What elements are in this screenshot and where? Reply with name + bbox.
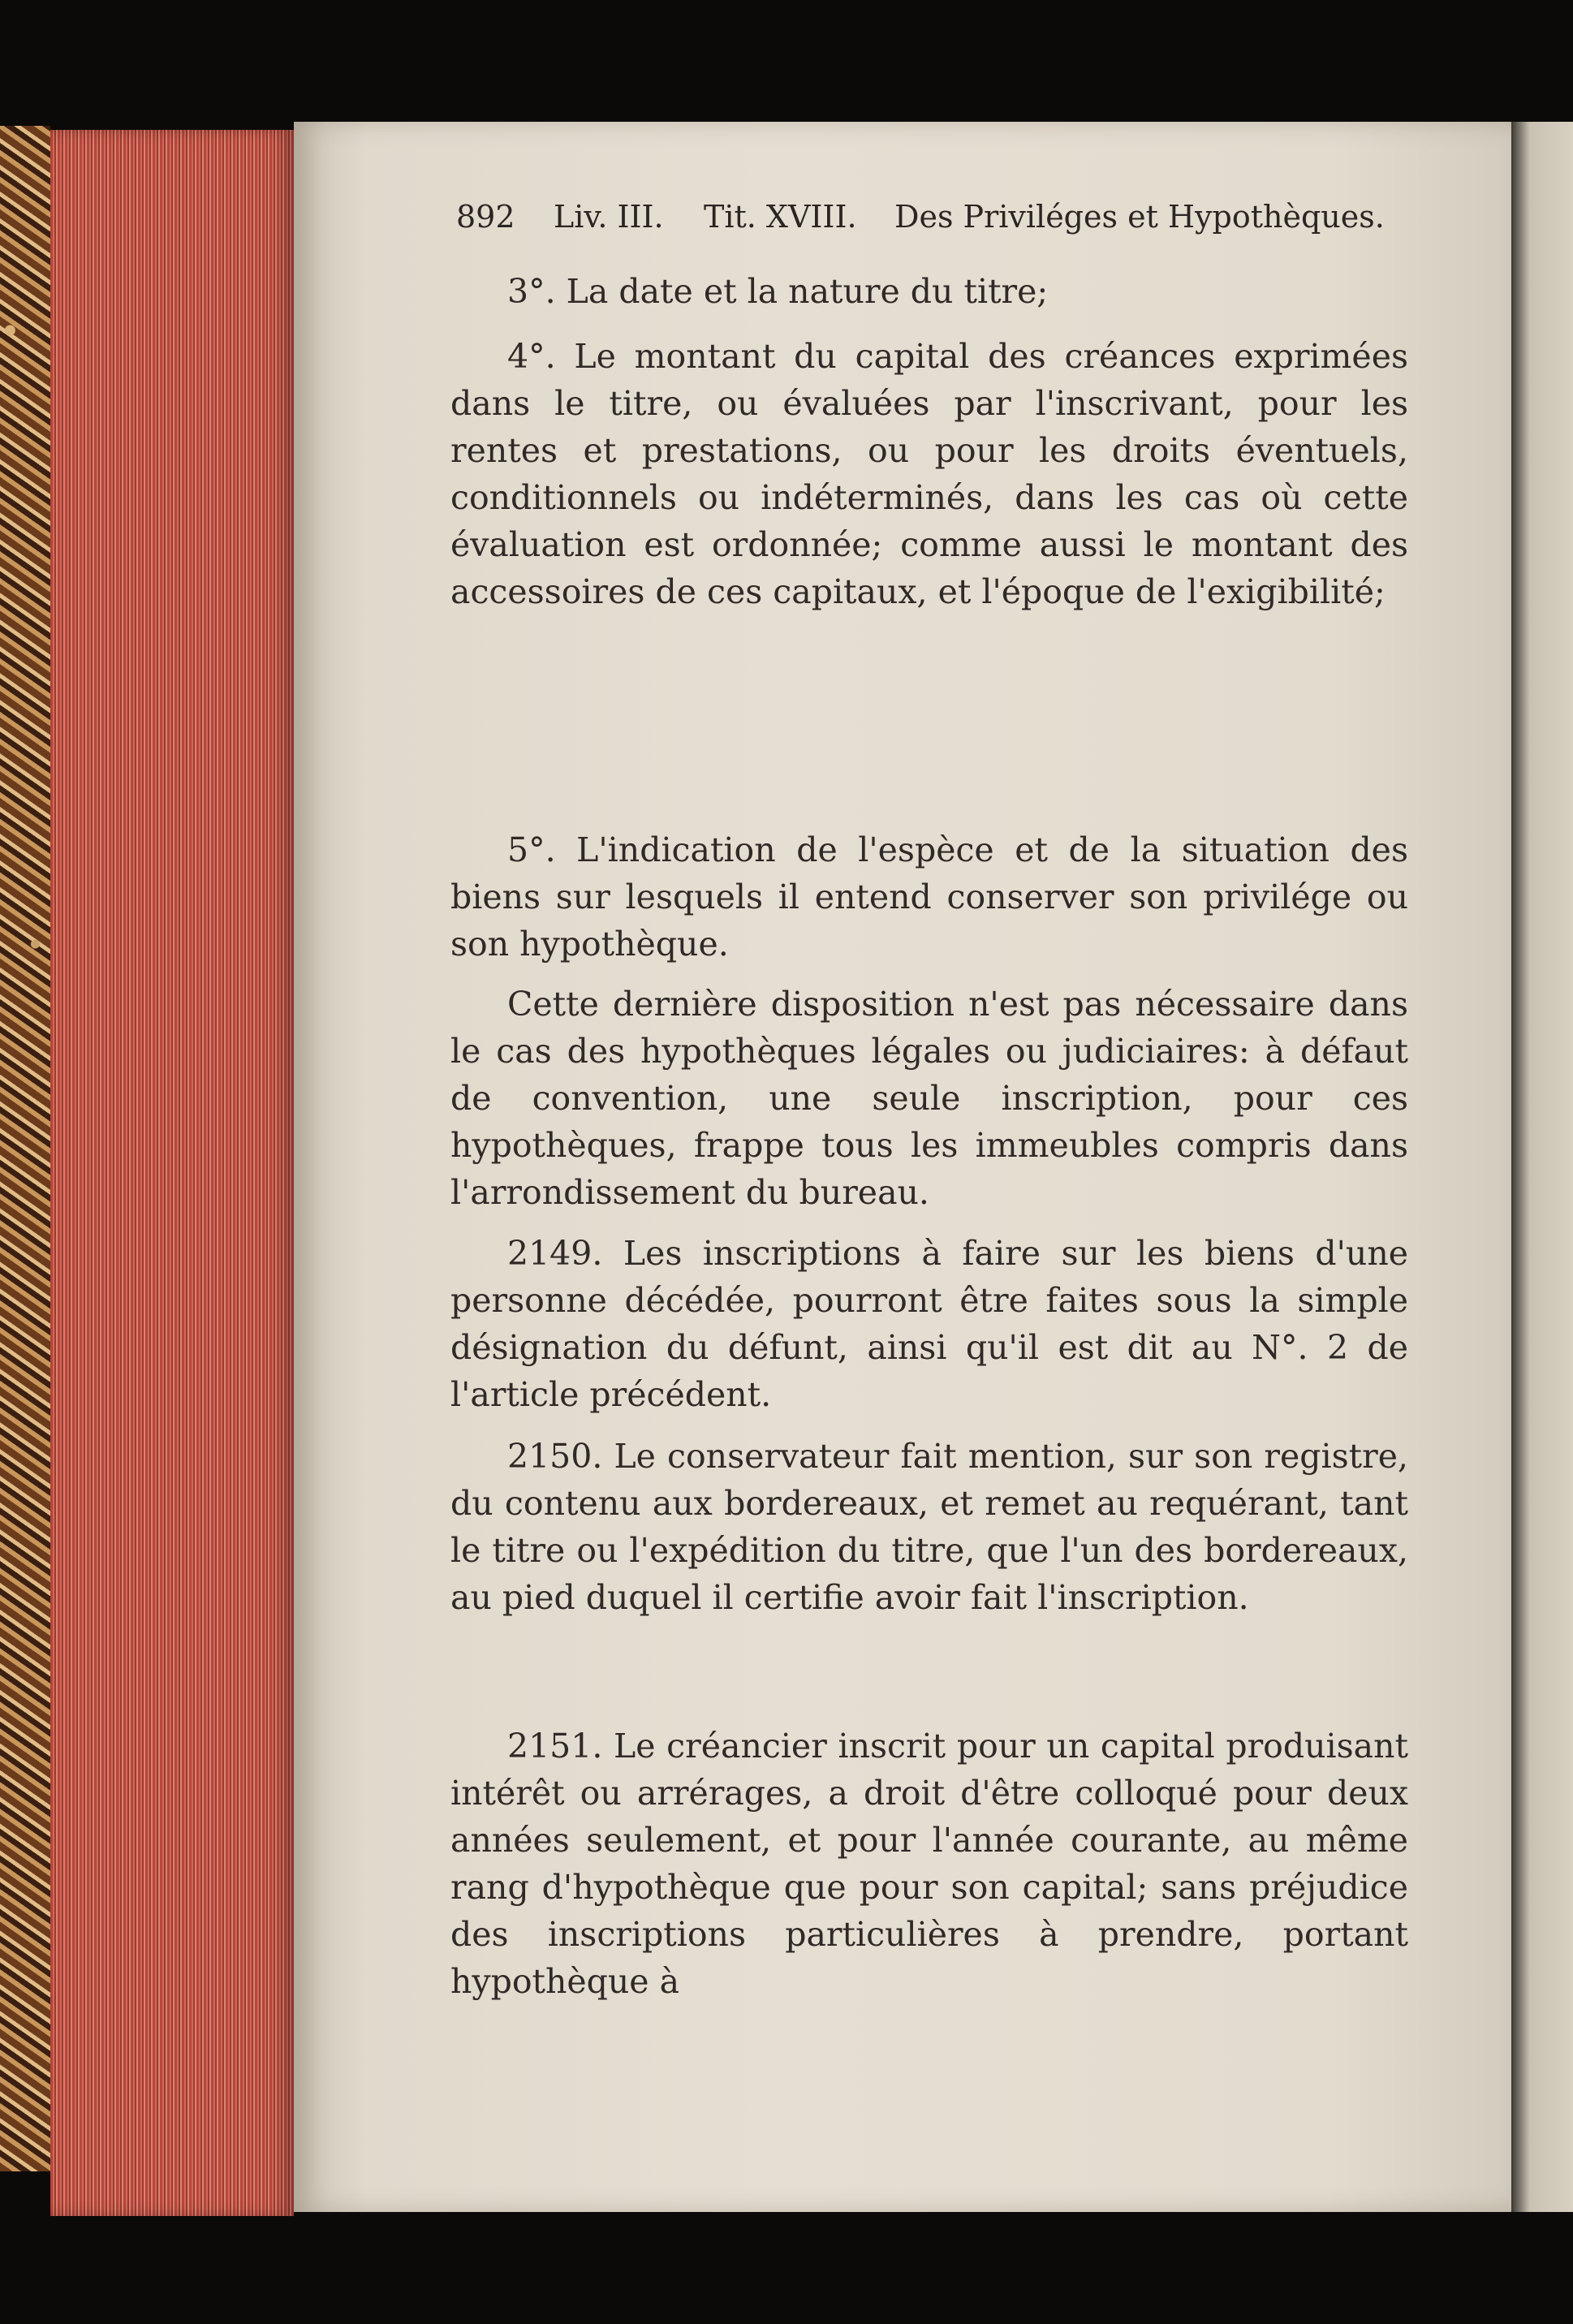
- book-label: Liv. III.: [554, 199, 664, 235]
- marbled-cover: [0, 126, 50, 2171]
- running-title: Des Priviléges et Hypothèques.: [894, 199, 1385, 235]
- paragraph-item-4: 4°. Le montant du capital des créances exprimées dans le titre, ou évaluées par l'inscrivant, pour les rentes et prestations, ou pour les droits éventuels, conditionnels ou indéterminés, dans les cas où cette évaluation est ordonnée; comme aussi le montant des accessoires de ces capitaux, et l'époque de l'exigibilité;: [450, 337, 1408, 611]
- paragraph-item-5: 5°. L'indication de l'espèce et de la situation des biens sur lesquels il entend conserver son privilége ou son hypothèque.: [450, 830, 1408, 964]
- paragraph-item-3: 3°. La date et la nature du titre;: [507, 272, 1049, 311]
- facing-page-edge: [1511, 122, 1573, 2212]
- paragraph-article-2149: 2149. Les inscriptions à faire sur les biens d'une personne décédée, pourront être faites sous la simple désignation du défunt, ainsi qu'il est dit au N°. 2 de l'article précédent.: [450, 1234, 1408, 1414]
- running-header: [456, 199, 1385, 239]
- paragraph-article-2151: 2151. Le créancier inscrit pour un capital produisant intérêt ou arrérages, a droit d'être colloqué pour deux années seulement, et pour l'année courante, au même rang d'hypothèque que pour son capital; sans préjudice des inscriptions particulières à prendre, portant hypothèque à: [450, 1727, 1408, 2001]
- page-number: 892: [456, 199, 515, 235]
- page-edges: [50, 130, 294, 2216]
- paragraph-note: Cette dernière disposition n'est pas nécessaire dans le cas des hypothèques légales ou judiciaires: à défaut de convention, une seule inscription, pour ces hypothèques, frappe tous les immeubles compris dans l'arrondissement du bureau.: [450, 985, 1408, 1212]
- title-label: Tit. XVIII.: [704, 199, 857, 235]
- paragraph-article-2150: 2150. Le conservateur fait mention, sur son registre, du contenu aux bordereaux, et remet au requérant, tant le titre ou l'expédition du titre, que l'un des bordereaux, au pied duquel il certifie avoir fait l'inscription.: [450, 1437, 1408, 1617]
